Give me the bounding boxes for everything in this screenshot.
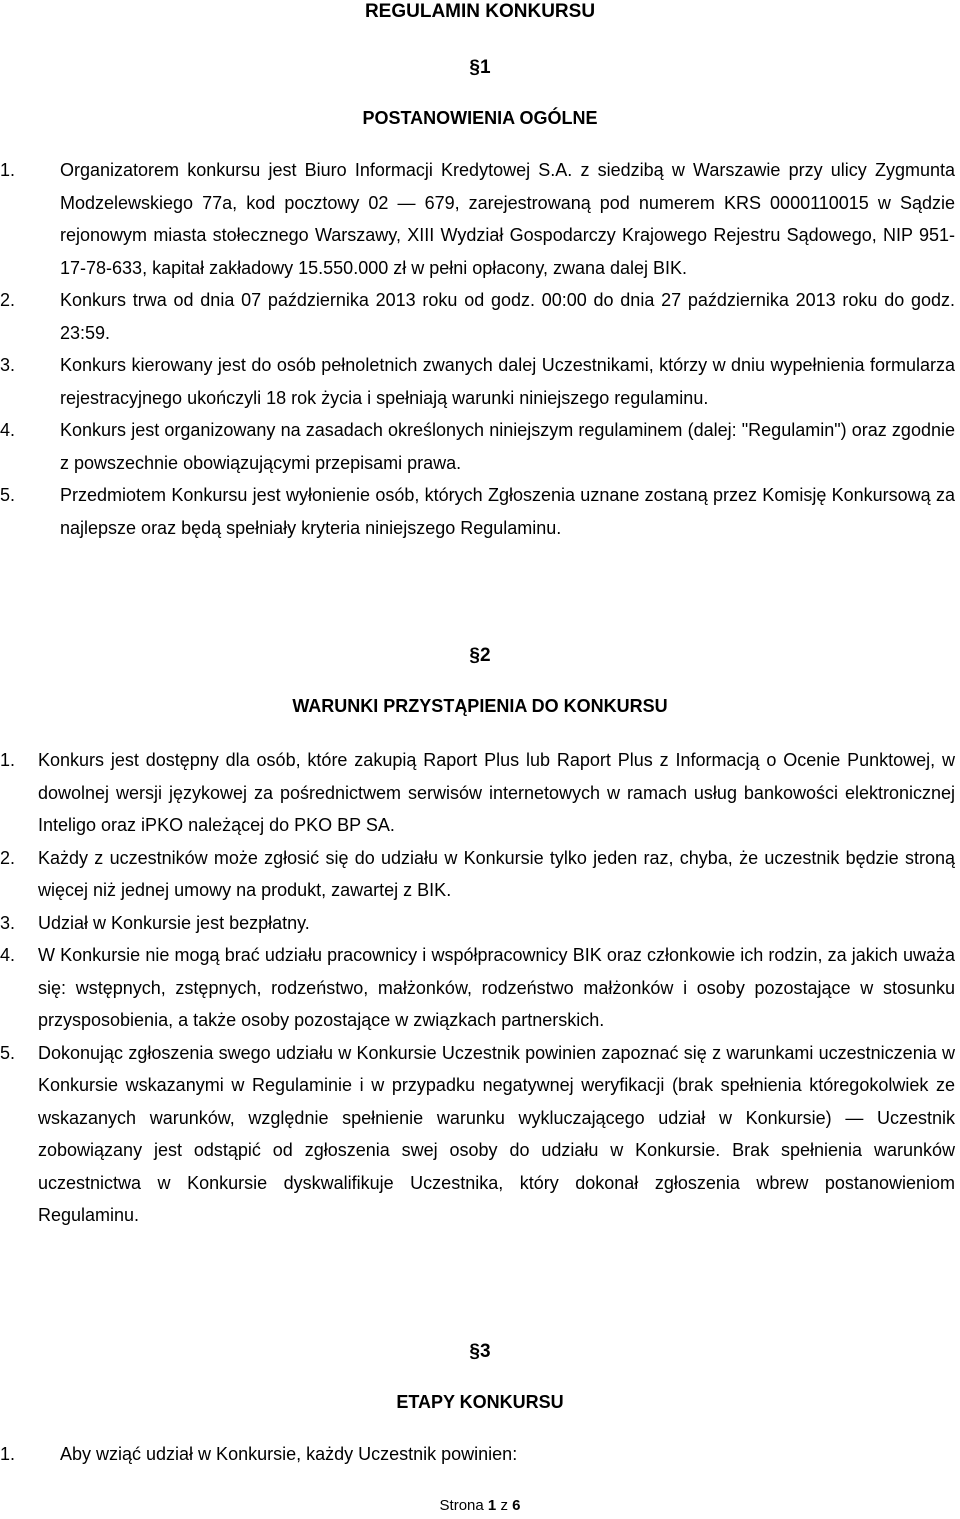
item-text: Każdy z uczestników może zgłosić się do udziału w Konkursie tylko jeden raz, chyba, że uczestnik będzie stroną więcej niż jednej umowy na produkt, zawartej z BIK. xyxy=(38,847,955,900)
list-item xyxy=(0,479,955,544)
item-text: Aby wziąć udział w Konkursie, każdy Uczestnik powinien: xyxy=(60,1444,518,1464)
section-1-title: POSTANOWIENIA OGÓLNE xyxy=(362,108,598,128)
footer-current-page: 1 xyxy=(487,1497,497,1514)
page-footer xyxy=(0,1496,960,1516)
item-text: Konkurs kierowany jest do osób pełnoletnich zwanych dalej Uczestnikami, którzy w dniu wypełnienia formularza rejestracyjnego ukończyli 18 rok życia i spełniają warunki niniejszego regulaminu. xyxy=(60,355,955,408)
section-2-number: §2 xyxy=(469,645,491,666)
item-text: Udział w Konkursie jest bezpłatny. xyxy=(38,912,310,933)
item-number: 5. xyxy=(0,1042,16,1063)
section-2-list xyxy=(0,744,955,1232)
item-text: Konkurs jest dostępny dla osób, które zakupią Raport Plus lub Raport Plus z Informacją o Ocenie Punktowej, w dowolnej wersji językowej za pośrednictwem serwisów internetowych w ramach usług bankowości elektronicznej Inteligo oraz iPKO należącej do PKO BP SA. xyxy=(38,750,955,835)
item-number: 4. xyxy=(0,945,16,965)
footer-total-pages: 6 xyxy=(512,1497,521,1514)
list-item xyxy=(0,939,955,1037)
item-number: 4. xyxy=(0,420,16,440)
list-item xyxy=(0,349,955,414)
item-text: Konkurs trwa od dnia 07 października 2013 roku od godz. 00:00 do dnia 27 października 2013 roku do godz. 23:59. xyxy=(60,290,955,343)
item-text: Organizatorem konkursu jest Biuro Informacji Kredytowej S.A. z siedzibą w Warszawie przy ulicy Zygmunta Modzelewskiego 77a, kod pocztowy 02 ― 679, zarejestrowaną pod numerem KRS 0000110015 w Sądzie rejonowym miasta stołecznego Warszawy, XIII Wydział Gospodarczy Krajowego Rejestru Sądowego, NIP 951-17-78-633, kapitał zakładowy 15.550.000 zł w pełni opłacony, zwana dalej BIK. xyxy=(60,160,955,278)
item-number: 3. xyxy=(0,912,16,933)
item-text: W Konkursie nie mogą brać udziału pracownicy i współpracownicy BIK oraz członkowie ich rodzin, za jakich uważa się: wstępnych, zstępnych, rodzeństwo, małżonków, rodzeństwo małżonków i osoby pozostające w stosunku przysposobienia, a także osoby pozostające w związkach partnerskich. xyxy=(38,945,955,1030)
item-text: Dokonując zgłoszenia swego udziału w Konkursie Uczestnik powinien zapoznać się z warunkami uczestniczenia w Konkursie wskazanymi w Regulaminie i w przypadku negatywnej weryfikacji (brak spełnienia któregokolwiek ze wskazanych warunków, względnie spełnienie warunku wykluczającego udział w Konkursie) ― Uczestnik zobowiązany jest odstąpić od zgłoszenia swej osoby do udziału w Konkursie. Brak spełnienia warunków uczestnictwa w Konkursie dyskwalifikuje Uczestnika, który dokonał zgłoszenia wbrew postanowieniom Regulaminu. xyxy=(38,1042,955,1225)
list-item xyxy=(0,414,955,479)
item-number: 1. xyxy=(0,1444,16,1464)
section-1-list xyxy=(0,154,955,544)
item-number: 3. xyxy=(0,355,16,375)
item-number: 2. xyxy=(0,847,16,868)
section-1-number: §1 xyxy=(469,57,491,78)
list-item xyxy=(0,284,955,349)
list-item xyxy=(0,842,955,907)
document-title: REGULAMIN KONKURSU xyxy=(364,1,596,22)
item-text: Przedmiotem Konkursu jest wyłonienie osób, których Zgłoszenia uznane zostaną przez Komisję Konkursową za najlepsze oraz będą spełniały kryteria niniejszego Regulaminu. xyxy=(60,485,955,538)
list-item xyxy=(0,907,955,940)
section-3-title: ETAPY KONKURSU xyxy=(396,1392,564,1412)
item-text: Konkurs jest organizowany na zasadach określonych niniejszym regulaminem (dalej: "Regulamin") oraz zgodnie z powszechnie obowiązującymi przepisami prawa. xyxy=(60,420,955,473)
item-number: 1. xyxy=(0,160,16,180)
item-number: 5. xyxy=(0,485,16,505)
list-item xyxy=(0,154,955,284)
item-number: 2. xyxy=(0,290,16,310)
footer-separator: z xyxy=(500,1497,508,1514)
footer-label: Strona xyxy=(439,1497,484,1514)
list-item xyxy=(0,744,955,842)
list-item xyxy=(0,1438,955,1471)
item-number: 1. xyxy=(0,750,16,770)
section-3-list xyxy=(0,1438,955,1471)
section-2-title: WARUNKI PRZYSTĄPIENIA DO KONKURSU xyxy=(292,696,668,716)
list-item xyxy=(0,1037,955,1232)
section-3-number: §3 xyxy=(469,1341,491,1362)
